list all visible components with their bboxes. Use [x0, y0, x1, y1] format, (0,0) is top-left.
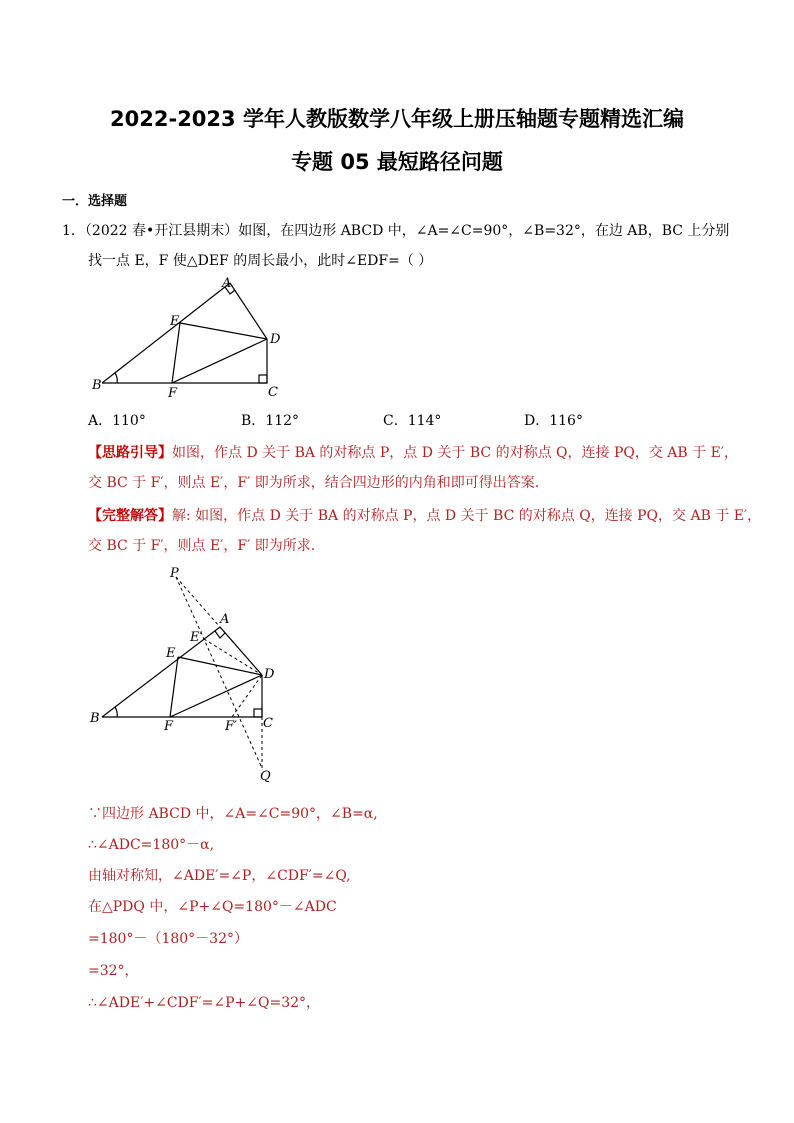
solution-line1: 解: 如图，作点 D 关于 BA 的对称点 P，点 D 关于 BC 的对称点 Q，连接 PQ，交 AB 于 E′， — [172, 508, 762, 524]
label-B: B — [92, 378, 102, 393]
hint-tag: 【思路引导】 — [88, 445, 172, 461]
label-C: C — [263, 716, 273, 731]
solution-step-1: ∵四边形 ABCD 中，∠A=∠C=90°，∠B=α, — [88, 806, 378, 822]
label-D: D — [270, 332, 281, 347]
segment-EF — [170, 657, 178, 717]
segment-EF — [172, 323, 180, 383]
right-angle-A — [215, 631, 225, 638]
label-F-prime: F′ — [225, 719, 237, 734]
label-Q: Q — [260, 769, 271, 784]
solution-step-6: =32°， — [88, 963, 139, 979]
solution-line2: 交 BC 于 F′，则点 E′，F′ 即为所求. — [88, 538, 316, 554]
document-subtitle: 专题 05 最短路径问题 — [291, 150, 503, 174]
question-text-line1: 1．（2022 春•开江县期末）如图，在四边形 ABCD 中，∠A=∠C=90°，∠B=32°，在边 AB，BC 上分别 — [62, 223, 730, 239]
label-B: B — [90, 711, 100, 726]
solution-step-4: 在△PDQ 中，∠P+∠Q=180°－∠ADC — [88, 899, 337, 915]
option-a: A．110° — [88, 413, 146, 429]
section-heading: 一．选择题 — [62, 194, 128, 209]
solution-step-7: ∴∠ADE′+∠CDF′=∠P+∠Q=32°， — [88, 995, 321, 1011]
label-E: E — [170, 314, 180, 329]
option-c: C．114° — [383, 413, 442, 429]
quadrilateral-figure — [82, 275, 302, 405]
label-E: E — [166, 646, 176, 661]
label-C: C — [268, 385, 278, 400]
hint-line2: 交 BC 于 F′，则点 E′，F′ 即为所求，结合四边形的内角和即可得出答案. — [88, 475, 540, 491]
angle-arc-B — [115, 373, 117, 383]
reflection-figure — [82, 565, 302, 785]
angle-arc-B — [115, 707, 117, 717]
label-E-prime: E′ — [190, 630, 203, 645]
solution-step-3: 由轴对称知，∠ADE′=∠P，∠CDF′=∠Q, — [88, 868, 351, 884]
right-angle-C — [254, 709, 262, 717]
label-D: D — [264, 667, 275, 682]
segment-BA — [102, 283, 230, 383]
question-text-line2: 找一点 E，F 使△DEF 的周长最小，此时∠EDF=（ ） — [88, 253, 433, 269]
solution-step-2: ∴∠ADC=180°－α, — [88, 837, 215, 853]
right-angle-C — [259, 375, 267, 383]
hint-line1: 如图，作点 D 关于 BA 的对称点 P，点 D 关于 BC 的对称点 Q，连接 PQ，交 AB 于 E′， — [172, 445, 739, 461]
document-title: 2022-2023 学年人教版数学八年级上册压轴题专题精选汇编 — [110, 107, 684, 131]
option-b: B．112° — [241, 413, 300, 429]
segment-ED — [180, 323, 267, 339]
dashed-PD — [176, 577, 262, 675]
solution-tag: 【完整解答】 — [88, 508, 172, 524]
segment-FD — [170, 675, 262, 717]
label-P: P — [170, 566, 179, 581]
solution-step-5: =180°－（180°－32°） — [88, 931, 248, 947]
option-d: D．116° — [524, 413, 583, 429]
dashed-E1D — [204, 639, 262, 675]
label-A: A — [220, 612, 230, 627]
segment-AD — [230, 283, 267, 339]
label-A: A — [222, 276, 232, 291]
label-F: F — [164, 719, 174, 734]
label-F: F — [168, 386, 178, 401]
segment-FD — [172, 339, 267, 383]
